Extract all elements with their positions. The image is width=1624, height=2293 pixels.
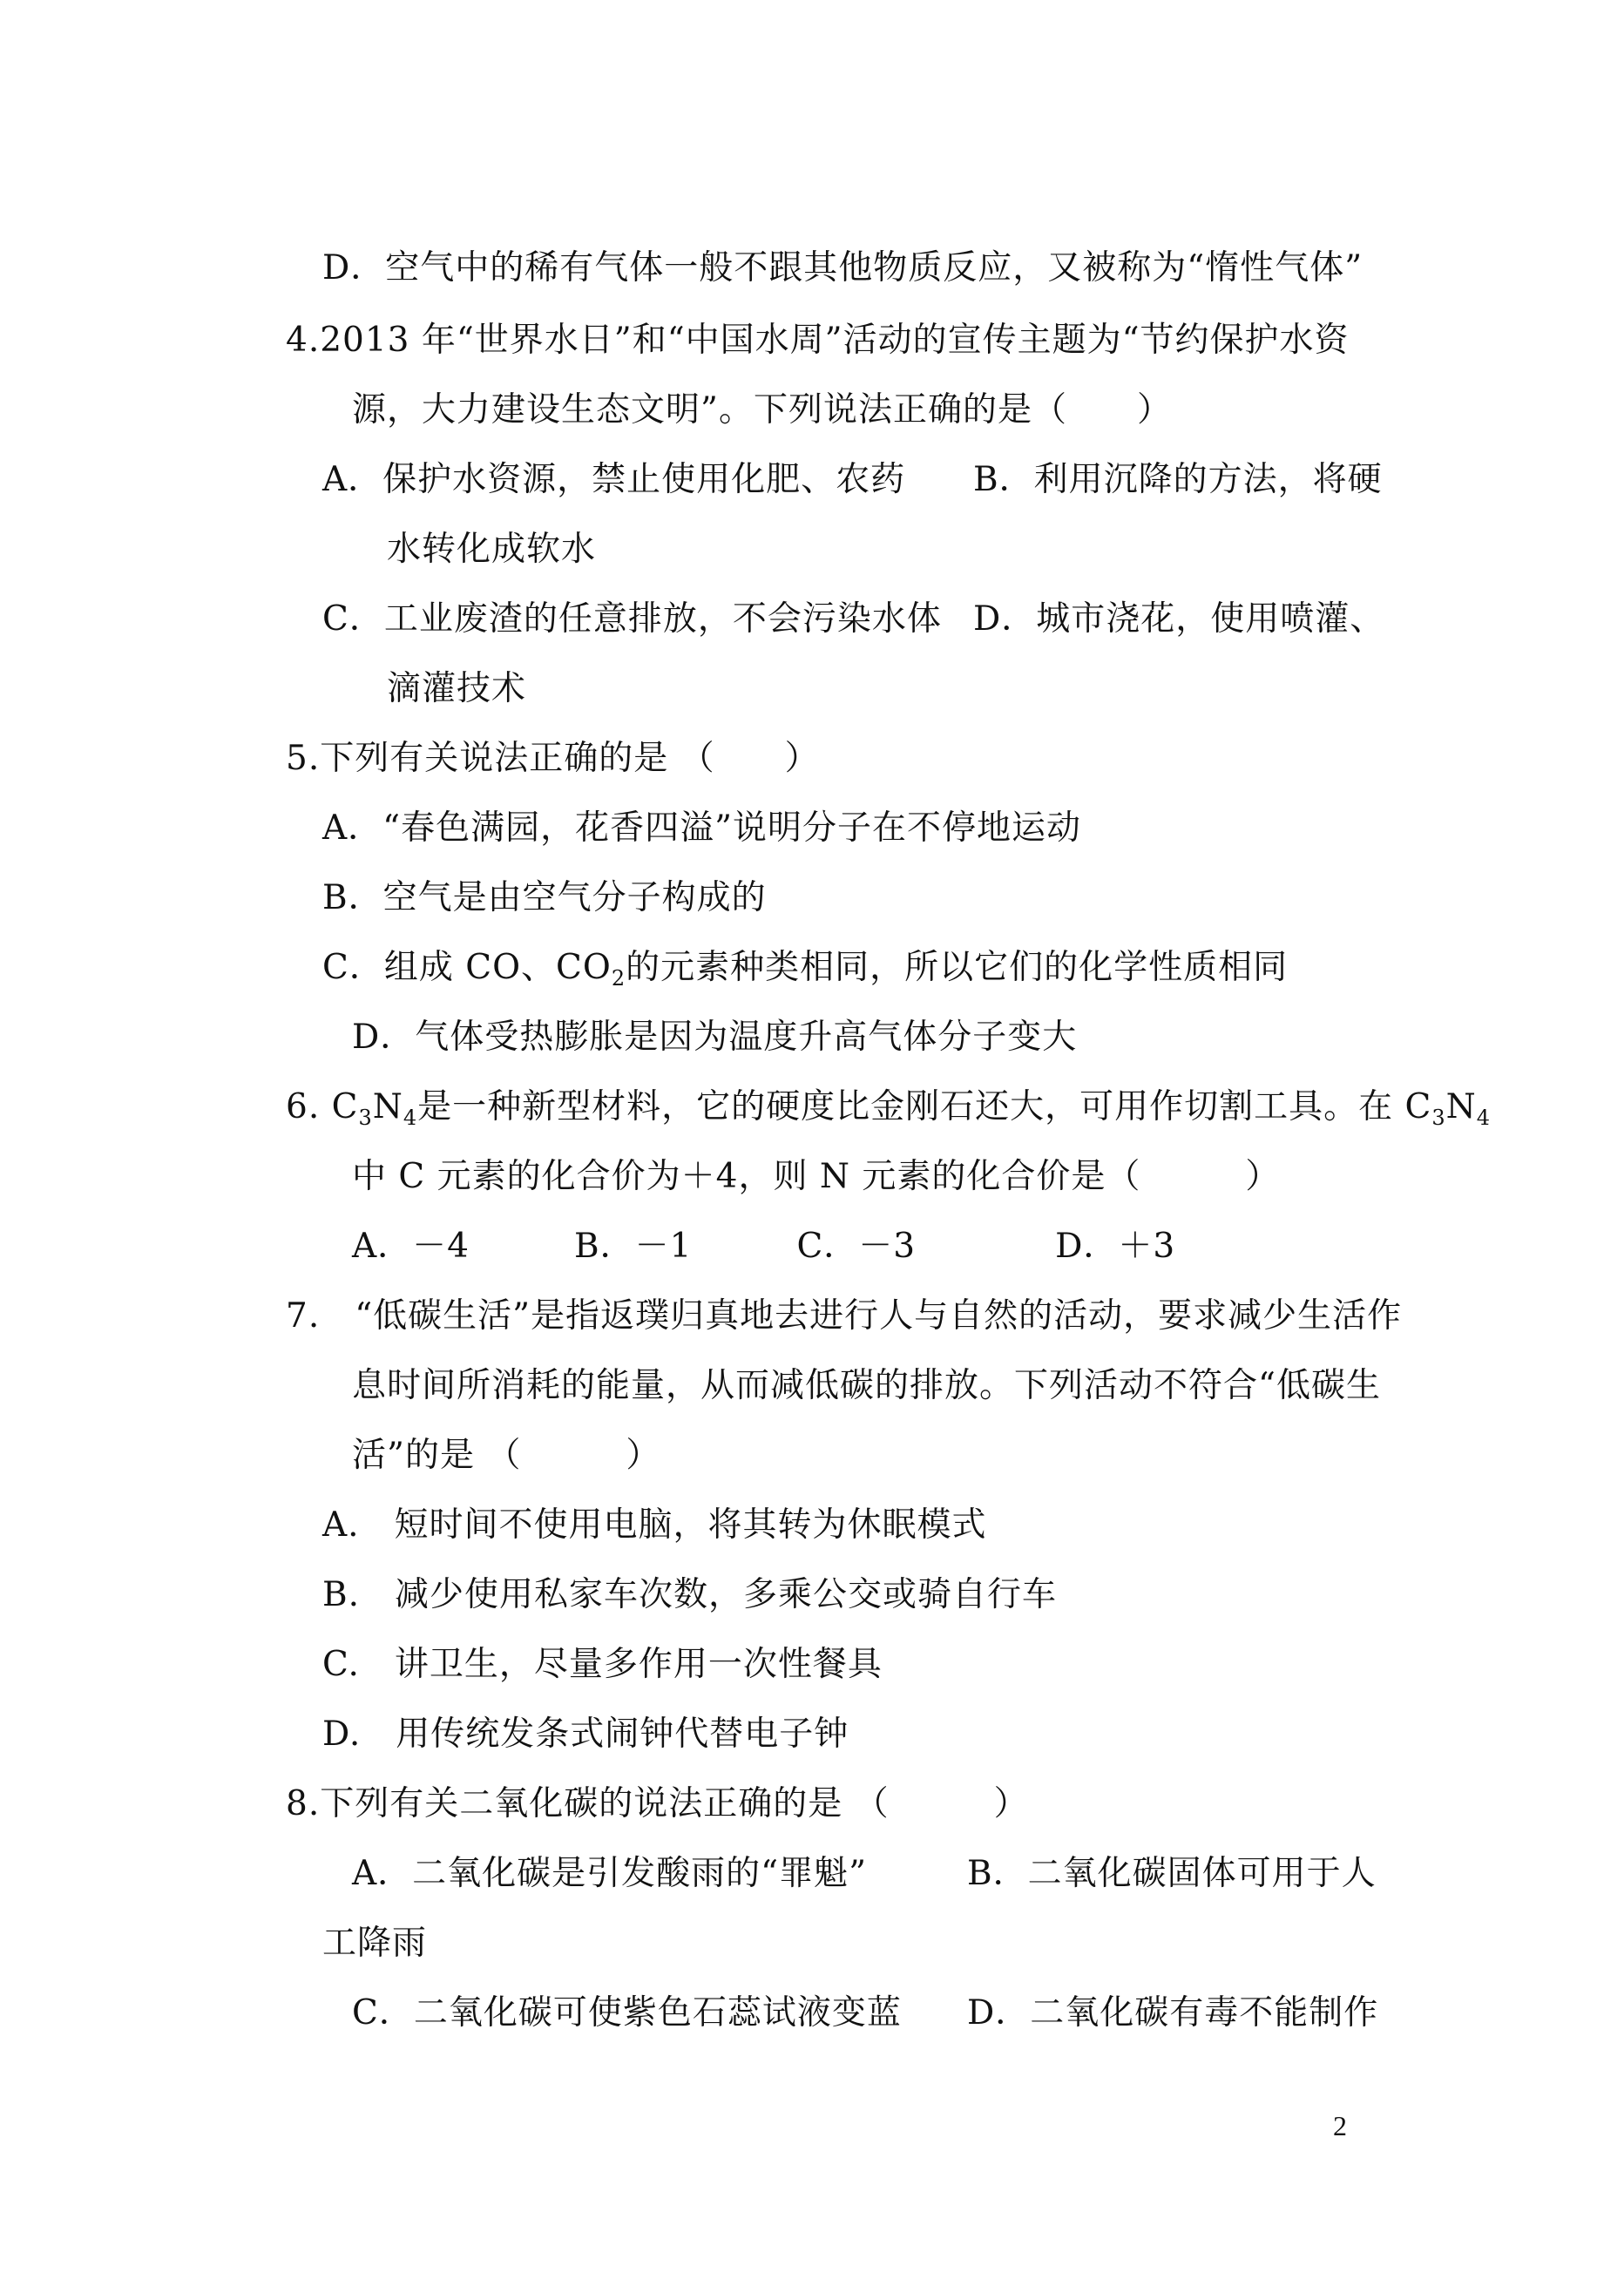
q6-num: 6. xyxy=(286,1087,332,1126)
q5-option-a: A．“春色满园，花香四溢”说明分子在不停地运动 xyxy=(322,808,1082,848)
q4-stem-line1: 4.2013 年“世界水日”和“中国水周”活动的宣传主题为“节约保护水资 xyxy=(286,321,1350,360)
q6-stem-mid: 是一种新型材料，它的硬度比金刚石还大，可用作切割工具。在 xyxy=(417,1087,1405,1126)
q7-stem-line3: 活”的是 （ ） xyxy=(352,1436,661,1475)
q6-stem-line2: 中 C 元素的化合价为＋4，则 N 元素的化合价是（ ） xyxy=(352,1157,1281,1196)
q4-option-b-line2: 水转化成软水 xyxy=(387,530,597,569)
q8-option-c: C．二氧化碳可使紫色石蕊试液变蓝 xyxy=(352,1993,902,2033)
q6-options: A．－4 B．－1 C．－3 D．＋3 xyxy=(352,1227,1176,1266)
q8-option-b-line2: 工降雨 xyxy=(322,1924,428,1963)
q6-formula2-sub4: 4 xyxy=(1476,1106,1492,1130)
q7-option-b: B. 减少使用私家车次数，多乘公交或骑自行车 xyxy=(322,1575,1058,1614)
q8-option-b-line1: B．二氧化碳固体可用于人 xyxy=(967,1854,1377,1893)
q4-option-b-line1: B．利用沉降的方法，将硬 xyxy=(973,460,1383,499)
q7-option-a: A. 短时间不使用电脑，将其转为休眠模式 xyxy=(322,1505,987,1545)
q6-formula2-n: N xyxy=(1445,1087,1477,1126)
q4-option-d-line2: 滴灌技术 xyxy=(387,669,527,708)
q8-option-a: A．二氧化碳是引发酸雨的“罪魁” xyxy=(352,1854,868,1893)
page-number: 2 xyxy=(1333,2110,1347,2141)
q5-option-c-pre: C．组成 CO、CO xyxy=(322,948,612,987)
q4-option-a: A．保护水资源，禁止使用化肥、农药 xyxy=(322,460,906,499)
q5-option-c-sub: 2 xyxy=(611,966,626,991)
q6-formula-c: C xyxy=(331,1087,359,1126)
q7-stem-line1: 7. “低碳生活”是指返璞归真地去进行人与自然的活动，要求减少生活作 xyxy=(286,1296,1403,1336)
q6-formula-n: N xyxy=(372,1087,403,1126)
q3-option-d: D．空气中的稀有气体一般不跟其他物质反应，又被称为“惰性气体” xyxy=(322,248,1363,287)
q6-formula2-c: C xyxy=(1404,1087,1432,1126)
q5-option-d: D．气体受热膨胀是因为温度升高气体分子变大 xyxy=(352,1018,1078,1057)
q8-stem: 8.下列有关二氧化碳的说法正确的是 （ ） xyxy=(286,1784,1029,1823)
q6-formula2-sub3: 3 xyxy=(1431,1106,1446,1130)
q5-option-c xyxy=(322,946,1288,990)
q5-option-b: B．空气是由空气分子构成的 xyxy=(322,878,767,917)
q5-stem: 5.下列有关说法正确的是 （ ） xyxy=(286,739,820,778)
q6-formula-sub4: 4 xyxy=(403,1106,418,1130)
q4-option-d-line1: D．城市浇花，使用喷灌、 xyxy=(973,599,1385,639)
q5-option-c-post: 的元素种类相同，所以它们的化学性质相同 xyxy=(626,948,1289,987)
q8-option-d-line1: D．二氧化碳有毒不能制作 xyxy=(967,1993,1379,2033)
q4-option-c: C．工业废渣的任意排放，不会污染水体 xyxy=(322,599,942,639)
q7-option-d: D. 用传统发条式闹钟代替电子钟 xyxy=(322,1715,849,1754)
q7-option-c: C. 讲卫生，尽量多作用一次性餐具 xyxy=(322,1645,883,1684)
q4-stem-line2: 源，大力建设生态文明”。下列说法正确的是（ ） xyxy=(352,390,1172,430)
q6-stem-line1 xyxy=(286,1086,1491,1129)
q7-stem-line2: 息时间所消耗的能量，从而减低碳的排放。下列活动不符合“低碳生 xyxy=(352,1366,1381,1405)
q6-formula-sub3: 3 xyxy=(358,1106,373,1130)
